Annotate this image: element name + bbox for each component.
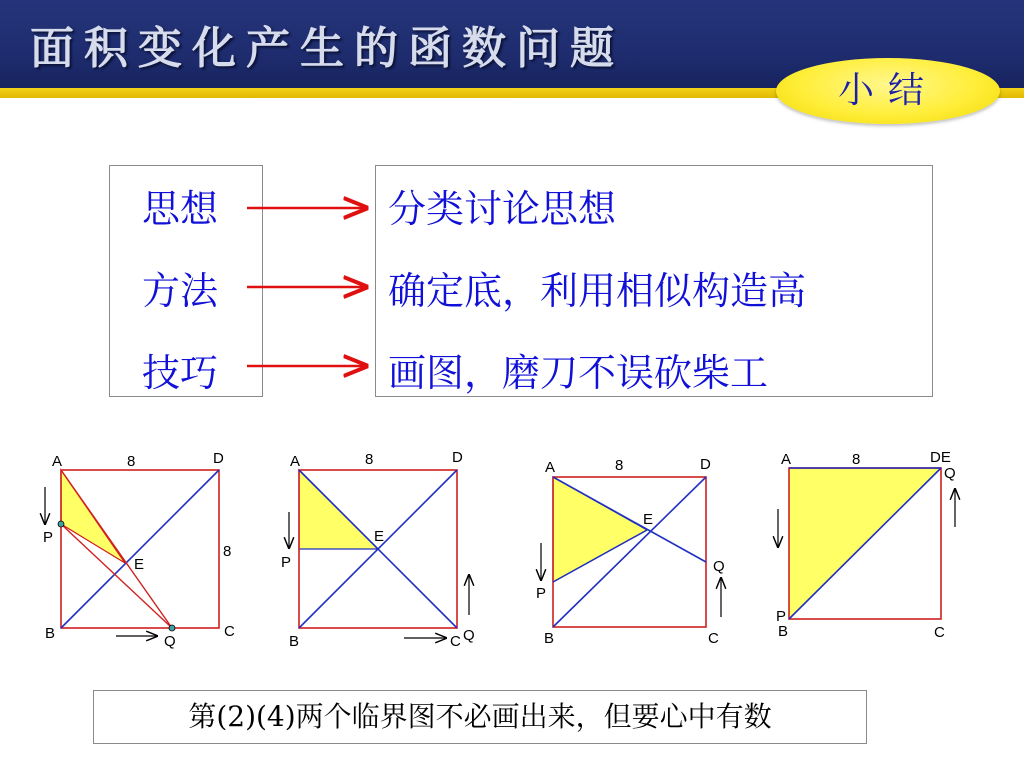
label-e: E [134,556,145,573]
diagonal-bd [61,470,219,628]
desc-technique: 画图，磨刀不误砍柴工 [388,351,769,395]
label-q: Q [164,633,176,650]
label-p: P [43,529,54,546]
label-d: D [700,456,711,473]
label-a: A [52,453,63,470]
shaded-triangle [553,477,647,582]
figure-4 [776,449,956,641]
label-side-8: 8 [127,453,136,470]
label-p: P [281,554,292,571]
label-b: B [778,623,789,640]
figure-2 [281,449,475,650]
summary-badge-label: 小结 [837,70,938,111]
label-q: Q [944,465,956,482]
label-q: Q [463,627,475,644]
label-e: E [374,528,385,545]
label-d: D [452,449,463,466]
label-p: P [776,608,787,625]
term-method: 方法 [142,269,219,313]
label-b: B [544,630,555,647]
term-thought: 思想 [142,187,219,231]
label-c: C [450,633,461,650]
label-e: E [643,511,654,528]
label-a: A [781,451,792,468]
figure-1 [43,450,235,650]
label-p: P [536,585,547,602]
label-b: B [289,633,300,650]
note-text: 第(2)(4)两个临界图不必画出来，但要心中有数 [188,700,772,733]
figure-3 [536,456,725,647]
label-a: A [545,459,556,476]
label-side-8: 8 [365,451,374,468]
label-q: Q [713,558,725,575]
desc-thought: 分类讨论思想 [388,187,617,231]
label-c: C [934,624,945,641]
label-d: D [213,450,224,467]
label-b: B [45,625,56,642]
note-box [93,690,867,744]
label-8-right: 8 [223,543,232,560]
label-c: C [224,623,235,640]
segment-aq [61,470,172,628]
label-a: A [290,453,301,470]
desc-method: 确定底，利用相似构造高 [388,269,807,313]
page-title: 面积变化产生的函数问题 [30,23,624,74]
term-technique: 技巧 [142,351,219,395]
point-p [58,521,64,527]
label-side-8: 8 [852,451,861,468]
point-q [169,625,175,631]
label-de: DE [930,449,951,466]
label-c: C [708,630,719,647]
label-side-8: 8 [615,457,624,474]
